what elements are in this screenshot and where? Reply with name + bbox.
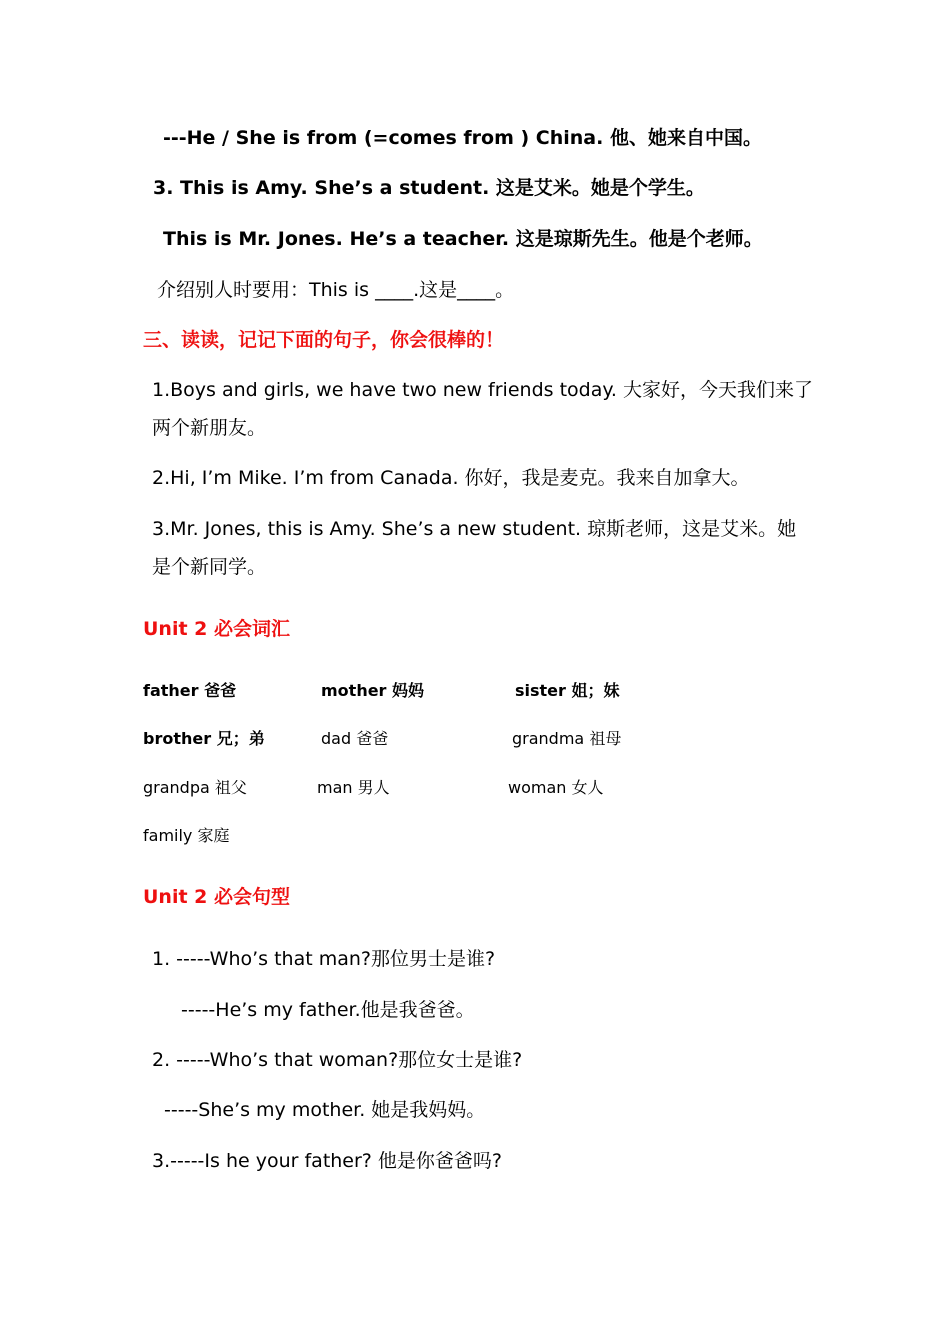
- vocab-heading: Unit 2 必会词汇: [143, 618, 290, 640]
- vocab-brother: brother 兄；弟: [143, 729, 265, 748]
- vocab-father: father 爸爸: [143, 681, 237, 700]
- section3-sentence-3b: 是个新同学。: [152, 556, 267, 578]
- sentence-a1: -----He’s my father.他是我爸爸。: [181, 999, 475, 1021]
- section3-sentence-1b: 两个新朋友。: [152, 417, 267, 439]
- intro-introduce-rule: 介绍别人时要用：This is ____.这是____。: [157, 279, 515, 301]
- vocab-family: family 家庭: [143, 826, 230, 845]
- intro-this-is-mr-jones: This is Mr. Jones. He’s a teacher. 这是琼斯先生。他是个老师。: [163, 228, 763, 250]
- vocab-man: man 男人: [317, 778, 390, 797]
- sentence-q1: 1. -----Who’s that man?那位男士是谁?: [152, 948, 496, 970]
- intro-he-she-from: ---He / She is from (=comes from ) China. 他、她来自中国。: [163, 127, 762, 149]
- sentences-heading: Unit 2 必会句型: [143, 886, 290, 908]
- section3-sentence-3a: 3.Mr. Jones, this is Amy. She’s a new student. 琼斯老师，这是艾米。她: [152, 518, 797, 540]
- section3-heading: 三、读读，记记下面的句子，你会很棒的！: [143, 329, 505, 351]
- vocab-dad: dad 爸爸: [321, 729, 389, 748]
- sentence-q2: 2. -----Who’s that woman?那位女士是谁?: [152, 1049, 523, 1071]
- vocab-grandma: grandma 祖母: [512, 729, 622, 748]
- vocab-mother: mother 妈妈: [321, 681, 425, 700]
- section3-sentence-1a: 1.Boys and girls, we have two new friends today. 大家好，今天我们来了: [152, 379, 813, 401]
- sentence-a2: -----She’s my mother. 她是我妈妈。: [164, 1099, 486, 1121]
- vocab-woman: woman 女人: [508, 778, 604, 797]
- sentence-q3: 3.-----Is he your father? 他是你爸爸吗?: [152, 1150, 503, 1172]
- vocab-grandpa: grandpa 祖父: [143, 778, 247, 797]
- vocab-sister: sister 姐；妹: [515, 681, 620, 700]
- section3-sentence-2: 2.Hi, I’m Mike. I’m from Canada. 你好，我是麦克。我来自加拿大。: [152, 467, 750, 489]
- intro-this-is-amy: 3. This is Amy. She’s a student. 这是艾米。她是个学生。: [153, 177, 705, 199]
